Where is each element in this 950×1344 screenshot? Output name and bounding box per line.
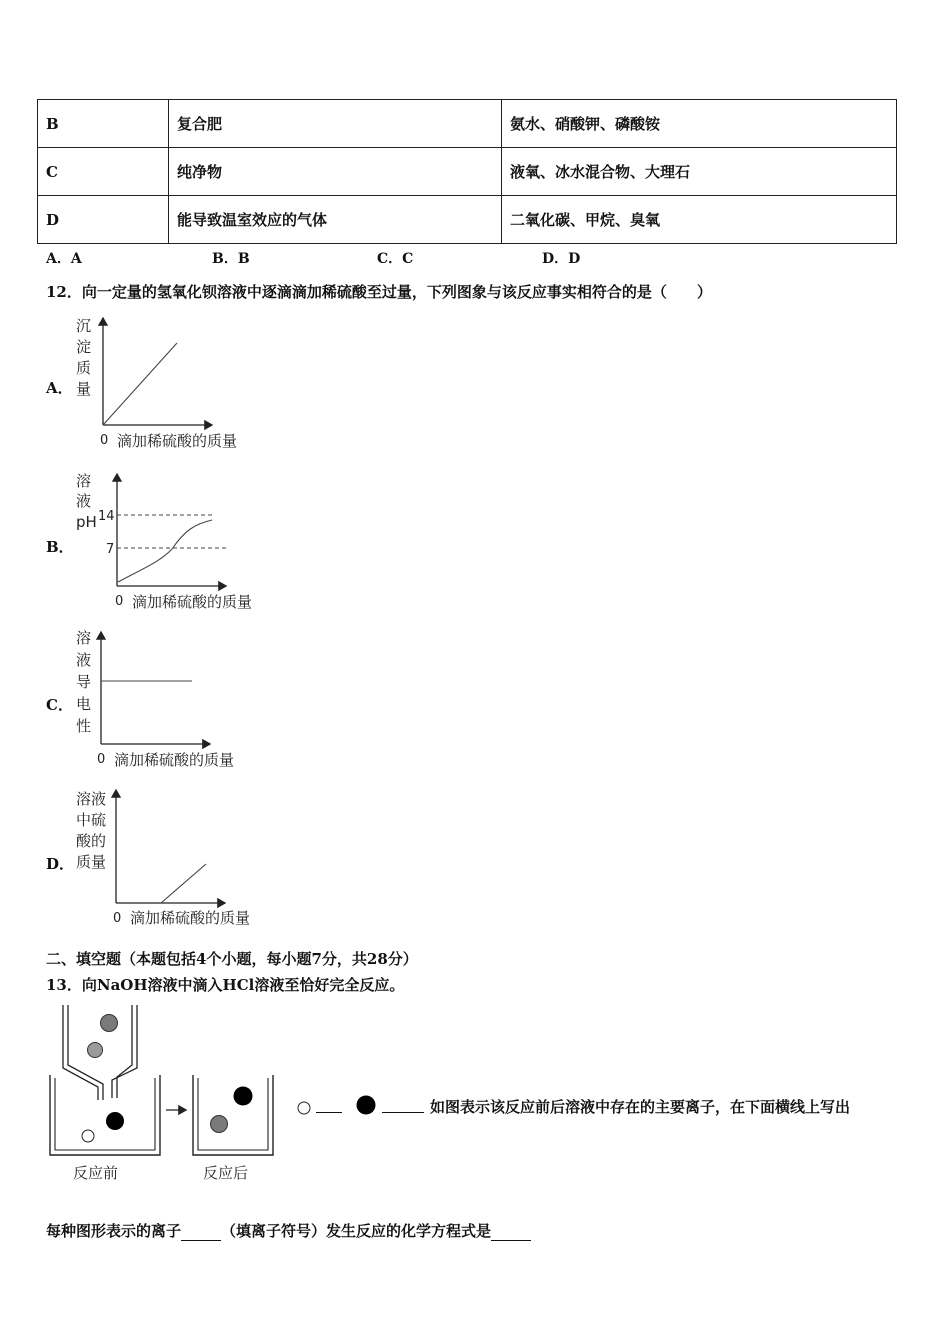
graph-d (76, 790, 250, 927)
row-category: 能导致温室效应的气体 (169, 196, 502, 244)
after-label: 反应后 (203, 1164, 249, 1182)
q12-stem: 12．向一定量的氢氧化钡溶液中逐滴滴加稀硫酸至过量，下列图象与该反应事实相符合的是（ ） (46, 283, 712, 301)
section-title: 二、填空题（本题包括4个小题，每小题7分，共28分） (46, 950, 418, 968)
graph-d-label[interactable]: D． (46, 855, 75, 873)
beaker-before-inner (55, 1078, 155, 1150)
graph-d-ylabel: 质量 (76, 853, 107, 871)
graph-c-ylabel: 液 (76, 651, 92, 669)
black-ion-legend-icon (357, 1096, 376, 1115)
graph-d-ylabel: 中硫 (76, 811, 107, 829)
graph-a-ylabel: 质 (76, 359, 92, 377)
graph-b-tick14: 14 (98, 509, 115, 524)
graph-a-line (103, 343, 177, 425)
graph-a-ylabel: 量 (76, 380, 92, 398)
graph-b-ylabel: 液 (76, 492, 92, 510)
black-ion-icon (234, 1087, 253, 1106)
q13-stem: 13．向NaOH溶液中滴入HCl溶液至恰好完全反应。 (46, 976, 405, 994)
row-letter: D (38, 196, 169, 244)
choice-c[interactable]: C．C (377, 251, 414, 267)
beaker-after (193, 1075, 273, 1182)
graph-b-xlabel: 滴加稀硫酸的质量 (132, 593, 253, 611)
choice-a[interactable]: A．A (46, 251, 82, 267)
graph-a-ylabel: 淀 (76, 338, 92, 356)
beaker-after-outer (193, 1075, 273, 1155)
white-ion-icon (82, 1130, 94, 1142)
beaker-before-outer (50, 1075, 160, 1155)
graph-c (76, 629, 234, 769)
row-category: 纯净物 (169, 148, 502, 196)
row-letter: B (38, 100, 169, 148)
row-examples: 液氧、冰水混合物、大理石 (502, 148, 897, 196)
graph-b-curve (118, 520, 212, 582)
row-category: 复合肥 (169, 100, 502, 148)
q13-inline-text: 如图表示该反应前后溶液中存在的主要离子，在下面横线上写出 (430, 1098, 851, 1116)
q13-line2-b: （填离子符号）发生反应的化学方程式是 (221, 1222, 492, 1240)
graph-c-label[interactable]: C． (46, 696, 73, 714)
choice-b[interactable]: B．B (212, 251, 250, 267)
graph-a-origin: 0 (100, 433, 109, 448)
beaker-after-inner (198, 1078, 268, 1150)
q13-line2-a: 每种图形表示的离子 (46, 1222, 182, 1240)
graph-b-origin: 0 (115, 594, 124, 609)
dropper-right-inner (117, 1005, 132, 1098)
graph-a-ylabel: 沉 (76, 317, 92, 335)
graph-b-ylabel: 溶 (76, 472, 92, 490)
graph-a (76, 317, 237, 450)
graph-a-label[interactable]: A． (46, 379, 73, 397)
graph-c-ylabel: 电 (76, 695, 92, 713)
gray-ion-icon (211, 1116, 228, 1133)
gray-ion-icon (88, 1043, 103, 1058)
white-ion-legend-icon (298, 1102, 310, 1114)
graph-c-ylabel: 性 (76, 717, 92, 735)
graph-c-origin: 0 (97, 752, 106, 767)
graph-b-tick7: 7 (106, 542, 115, 557)
graph-b (76, 472, 252, 611)
graph-a-xlabel: 滴加稀硫酸的质量 (117, 432, 238, 450)
graph-d-origin: 0 (113, 911, 122, 926)
graph-d-line (161, 864, 206, 903)
row-letter: C (38, 148, 169, 196)
gray-ion-icon (101, 1015, 118, 1032)
graph-d-ylabel: 酸的 (76, 832, 107, 850)
graph-c-ylabel: 导 (76, 673, 92, 691)
black-ion-icon (106, 1112, 124, 1130)
graph-b-ylabel: pH (76, 513, 97, 531)
beaker-before (50, 1005, 160, 1182)
graph-d-ylabel: 溶液 (76, 790, 107, 808)
row-examples: 氨水、硝酸钾、磷酸铵 (502, 100, 897, 148)
graph-c-ylabel: 溶 (76, 629, 92, 647)
before-label: 反应前 (73, 1164, 119, 1182)
graph-b-label[interactable]: B． (46, 538, 74, 556)
row-examples: 二氧化碳、甲烷、臭氧 (502, 196, 897, 244)
choice-d[interactable]: D．D (542, 251, 581, 267)
graph-c-xlabel: 滴加稀硫酸的质量 (114, 751, 235, 769)
graph-d-xlabel: 滴加稀硫酸的质量 (130, 909, 251, 927)
